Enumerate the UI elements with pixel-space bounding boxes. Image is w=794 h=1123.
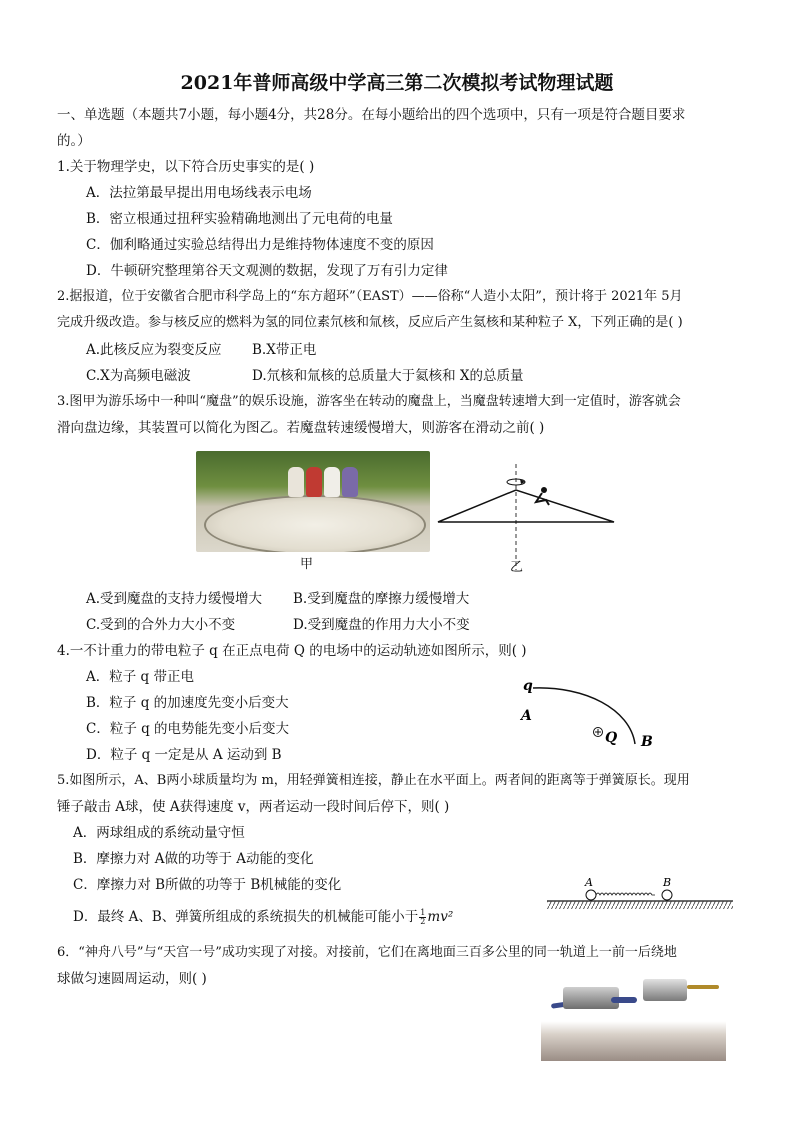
q5-stem-2: 锤子敲击 A球，使 A获得速度 v，两者运动一段时间后停下，则( ): [57, 799, 450, 815]
q3-option-d: D.受到魔盘的作用力大小不变: [293, 617, 470, 633]
q6-stem-1: 6．“神舟八号”与“天宫一号”成功实现了对接。对接前，它们在离地面三百多公里的同一轨道上一前一后绕地: [57, 945, 677, 960]
person-figure: [324, 467, 340, 497]
q3-option-b: B.受到魔盘的摩擦力缓慢增大: [293, 591, 470, 607]
spring: [596, 893, 655, 895]
q1-option-d: D．牛顿研究整理第谷天文观测的数据，发现了万有引力定律: [86, 263, 448, 279]
disk-diagram: [436, 462, 616, 572]
person-figure: [306, 467, 322, 497]
label-b: B: [641, 734, 653, 750]
section-instruction-cont: 的。）: [57, 133, 91, 149]
q2-stem-1: 2.据报道，位于安徽省合肥市科学岛上的“东方超环”（EAST）——俗称“人造小太阳”，预计将于 2021年 5月: [57, 289, 683, 304]
solar-panel: [611, 997, 637, 1003]
q5-option-b: B．摩擦力对 A做的功等于 A动能的变化: [73, 851, 314, 867]
q2-option-d: D.氘核和氚核的总质量大于氦核和 X的总质量: [252, 368, 524, 384]
trajectory-diagram: [515, 674, 665, 754]
seated-person-icon: [536, 487, 549, 505]
ball-b: [662, 890, 672, 900]
ground-hatch: [547, 901, 733, 909]
q1-stem: 1.关于物理学史，以下符合历史事实的是( ): [57, 159, 315, 175]
q2-stem-2: 完成升级改造。参与核反应的燃料为氢的同位素氘核和氚核，反应后产生氦核和某种粒子 X，下列正确的是( ): [57, 315, 683, 330]
label-ball-a: A: [585, 876, 593, 889]
magic-disk-photo: [196, 451, 430, 552]
q5-stem-1: 5.如图所示，A、B两小球质量均为 m，用轻弹簧相连接，静止在水平面上。两者间的距离等于弹簧原长。现用: [57, 773, 690, 788]
q5-option-a: A．两球组成的系统动量守恒: [73, 825, 245, 841]
exam-title: 2021年普师高级中学高三第二次模拟考试物理试题: [180, 72, 614, 94]
q1-option-b: B．密立根通过扭秤实验精确地测出了元电荷的电量: [86, 211, 393, 227]
q2-option-a: A.此核反应为裂变反应: [86, 342, 222, 358]
label-a: A: [521, 708, 532, 724]
q1-option-a: A．法拉第最早提出用电场线表示电场: [86, 185, 312, 201]
section-instruction: 一、单选题（本题共7小题，每小题4分，共28分。在每小题给出的四个选项中，只有一项是符合题目要求: [57, 107, 686, 123]
ball-a: [586, 890, 596, 900]
fraction-one-half: $\frac{1}{2}$: [420, 908, 426, 926]
q2-option-c: C.X为高频电磁波: [86, 368, 191, 384]
q4-option-c: C．粒子 q 的电势能先变小后变大: [86, 721, 290, 737]
label-charge-q: Q: [605, 730, 618, 746]
solar-panel: [687, 985, 719, 989]
q5-option-c: C．摩擦力对 B所做的功等于 B机械能的变化: [73, 877, 342, 893]
q4-option-b: B．粒子 q 的加速度先变小后变大: [86, 695, 289, 711]
person-figure: [288, 467, 304, 497]
person-figure: [342, 467, 358, 497]
q3-stem-2: 滑向盘边缘，其装置可以简化为图乙。若魔盘转速缓慢增大，则游客在滑动之前( ): [57, 420, 545, 436]
q2-option-b: B.X带正电: [252, 342, 317, 358]
label-q: q: [523, 678, 533, 694]
q5-option-d-text: D．最终 A、B、弹簧所组成的系统损失的机械能可能小于: [73, 909, 419, 925]
fig-label-jia: 甲: [300, 557, 314, 572]
q4-option-d: D．粒子 q 一定是从 A 运动到 B: [86, 747, 282, 763]
label-ball-b: B: [663, 876, 672, 889]
trajectory-curve: [533, 688, 635, 744]
spacecraft-image: [541, 973, 726, 1061]
q4-stem: 4.一不计重力的带电粒子 q 在正点电荷 Q 的电场中的运动轨迹如图所示，则( ): [57, 643, 527, 659]
fig-label-yi: 乙: [510, 560, 524, 575]
q3-option-a: A.受到魔盘的支持力缓慢增大: [86, 591, 263, 607]
q6-stem-2: 球做匀速圆周运动，则( ): [57, 971, 207, 987]
q5-option-d-formula: mv²: [427, 909, 454, 925]
q3-stem-1: 3.图甲为游乐场中一种叫“魔盘”的娱乐设施，游客坐在转动的魔盘上，当魔盘转速增大到一定值时，游客就会: [57, 394, 681, 409]
disk-shape: [204, 495, 426, 552]
q1-option-c: C．伽利略通过实验总结得出力是维持物体速度不变的原因: [86, 237, 434, 253]
spring-balls-diagram: [545, 874, 735, 914]
disk-cone: [438, 490, 614, 522]
q4-option-a: A．粒子 q 带正电: [86, 669, 194, 685]
spacecraft-tiangong: [643, 979, 687, 1001]
q5-option-d: [73, 907, 453, 927]
q3-option-c: C.受到的合外力大小不变: [86, 617, 236, 633]
